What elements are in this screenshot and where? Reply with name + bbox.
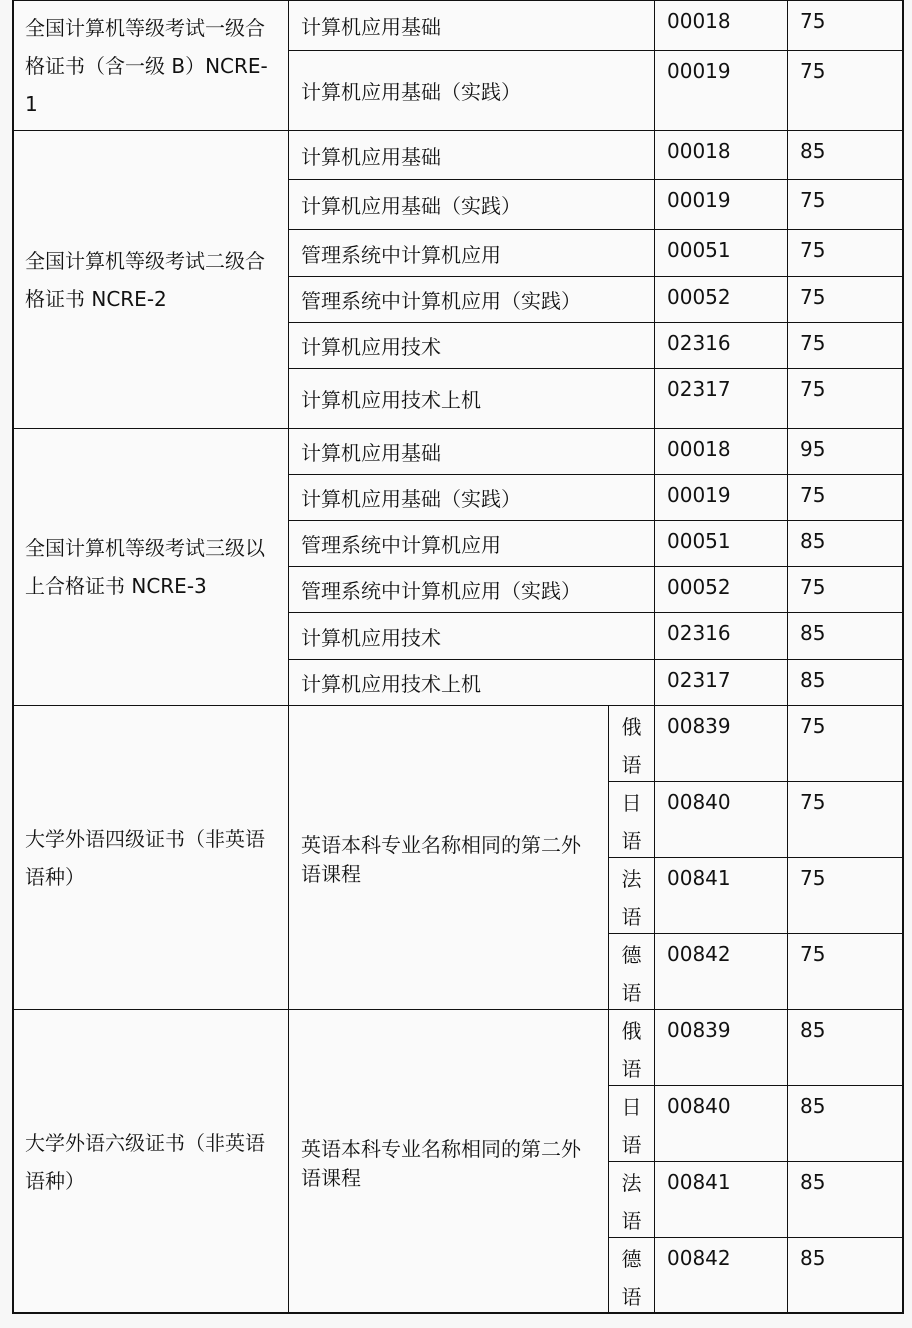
score-cell: 95 [787,428,904,475]
course-code-cell: 00839 [654,705,788,782]
language-char: 法 [621,1171,642,1195]
course-code-cell: 00840 [654,781,788,858]
course-code-cell: 02317 [654,368,788,429]
course-cell: 计算机应用基础（实践） [288,50,655,131]
course-cell: 管理系统中计算机应用 [288,229,655,277]
course-code-cell: 00052 [654,276,788,323]
language-char: 日 [621,791,642,815]
certificate-cell: 大学外语六级证书（非英语语种） [12,1009,289,1314]
score-cell: 75 [787,0,904,51]
language-char: 语 [621,1209,642,1233]
score-cell: 75 [787,705,904,782]
course-cell: 计算机应用基础（实践） [288,179,655,230]
course-code-cell: 00018 [654,130,788,180]
course-code-cell: 00019 [654,50,788,131]
language-char: 语 [621,905,642,929]
course-cell: 管理系统中计算机应用（实践） [288,566,655,613]
language-cell [608,1085,655,1162]
course-cell: 计算机应用技术上机 [288,659,655,706]
language-char: 语 [621,1057,642,1081]
score-cell: 75 [787,474,904,521]
course-code-cell: 02316 [654,612,788,660]
course-cell: 管理系统中计算机应用（实践） [288,276,655,323]
language-char: 语 [621,981,642,1005]
score-cell: 75 [787,368,904,429]
language-cell [608,1237,655,1314]
course-code-cell: 00841 [654,1161,788,1238]
course-code-cell: 00018 [654,428,788,475]
language-cell [608,1161,655,1238]
course-cell: 计算机应用技术上机 [288,368,655,429]
course-cell: 管理系统中计算机应用 [288,520,655,567]
score-cell: 75 [787,933,904,1010]
course-cell: 英语本科专业名称相同的第二外语课程 [288,1009,609,1314]
score-cell: 75 [787,229,904,277]
score-cell: 85 [787,1009,904,1086]
score-cell: 75 [787,781,904,858]
score-cell: 85 [787,1237,904,1314]
course-code-cell: 02317 [654,659,788,706]
course-code-cell: 00019 [654,179,788,230]
language-char: 语 [621,753,642,777]
course-cell: 计算机应用基础 [288,130,655,180]
score-cell: 75 [787,276,904,323]
course-cell: 计算机应用基础 [288,428,655,475]
course-code-cell: 00842 [654,1237,788,1314]
score-cell: 85 [787,1161,904,1238]
course-cell: 计算机应用技术 [288,612,655,660]
language-char: 法 [621,867,642,891]
score-cell: 85 [787,612,904,660]
language-char: 日 [621,1095,642,1119]
course-code-cell: 00052 [654,566,788,613]
score-cell: 75 [787,857,904,934]
language-cell [608,933,655,1010]
certificate-cell: 全国计算机等级考试二级合格证书 NCRE-2 [12,130,289,429]
score-cell: 85 [787,659,904,706]
language-cell [608,857,655,934]
course-code-cell: 00051 [654,520,788,567]
course-code-cell: 00019 [654,474,788,521]
course-code-cell: 00841 [654,857,788,934]
certificate-cell: 大学外语四级证书（非英语语种） [12,705,289,1010]
language-cell [608,1009,655,1086]
language-char: 德 [621,943,642,967]
language-cell [608,705,655,782]
course-cell: 计算机应用技术 [288,322,655,369]
language-char: 语 [621,1133,642,1157]
language-char: 俄 [621,1019,642,1043]
course-code-cell: 02316 [654,322,788,369]
language-char: 德 [621,1247,642,1271]
language-char: 语 [621,829,642,853]
score-cell: 85 [787,1085,904,1162]
score-cell: 75 [787,179,904,230]
course-code-cell: 00840 [654,1085,788,1162]
language-cell [608,781,655,858]
certificate-cell: 全国计算机等级考试三级以上合格证书 NCRE-3 [12,428,289,706]
course-code-cell: 00839 [654,1009,788,1086]
score-cell: 85 [787,520,904,567]
score-cell: 75 [787,566,904,613]
course-code-cell: 00842 [654,933,788,1010]
course-cell: 英语本科专业名称相同的第二外语课程 [288,705,609,1010]
score-cell: 85 [787,130,904,180]
course-cell: 计算机应用基础 [288,0,655,51]
score-cell: 75 [787,322,904,369]
course-code-cell: 00018 [654,0,788,51]
language-char: 俄 [621,715,642,739]
certificate-cell: 全国计算机等级考试一级合格证书（含一级 B）NCRE-1 [12,0,289,131]
score-cell: 75 [787,50,904,131]
language-char: 语 [621,1285,642,1309]
course-code-cell: 00051 [654,229,788,277]
course-cell: 计算机应用基础（实践） [288,474,655,521]
